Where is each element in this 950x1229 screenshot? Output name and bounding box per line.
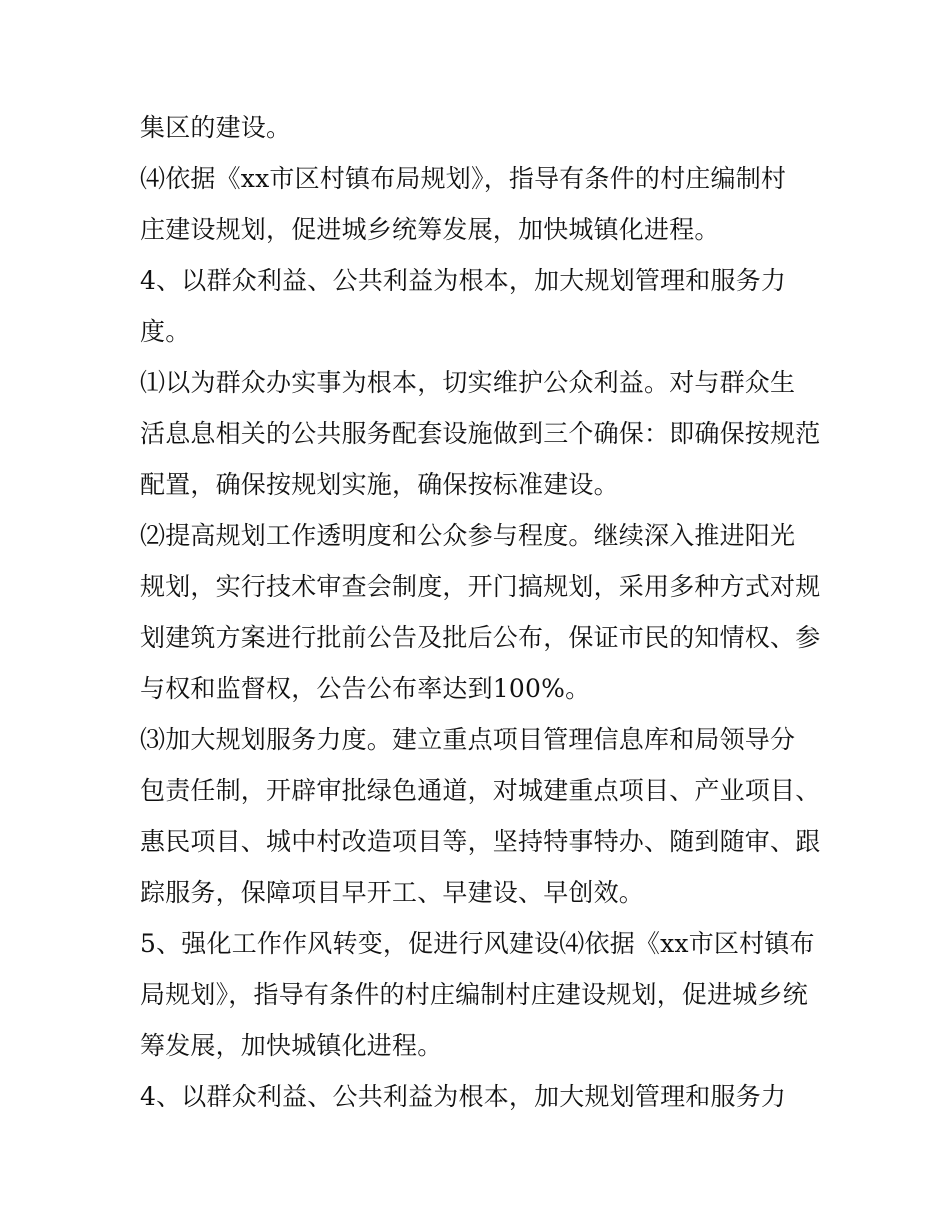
text-line: 度。 bbox=[140, 317, 191, 346]
text-line: ⑶加大规划服务力度。建立重点项目管理信息库和局领导分 bbox=[140, 725, 796, 754]
text-line: 5、强化工作作风转变，促进行风建设⑷依据《xx市区村镇布 bbox=[140, 929, 815, 958]
text-line: 包责任制，开辟审批绿色通道，对城建重点项目、产业项目、 bbox=[140, 776, 821, 805]
text-line: 配置，确保按规划实施，确保按标准建设。 bbox=[140, 470, 619, 499]
text-line: ⑷依据《xx市区村镇布局规划》，指导有条件的村庄编制村 bbox=[140, 164, 787, 193]
text-line: 活息息相关的公共服务配套设施做到三个确保：即确保按规范 bbox=[140, 419, 821, 448]
text-line: 4、以群众利益、公共利益为根本，加大规划管理和服务力 bbox=[140, 1082, 787, 1111]
text-line: 规划，实行技术审查会制度，开门搞规划，采用多种方式对规 bbox=[140, 572, 821, 601]
text-line: 踪服务，保障项目早开工、早建设、早创效。 bbox=[140, 878, 645, 907]
text-line: 划建筑方案进行批前公告及批后公布，保证市民的知情权、参 bbox=[140, 623, 821, 652]
text-line: 筹发展，加快城镇化进程。 bbox=[140, 1031, 443, 1060]
text-line: ⑴以为群众办实事为根本，切实维护公众利益。对与群众生 bbox=[140, 368, 796, 397]
text-line: ⑵提高规划工作透明度和公众参与程度。继续深入推进阳光 bbox=[140, 521, 796, 550]
text-line: 与权和监督权，公告公布率达到100%。 bbox=[140, 674, 591, 703]
text-line: 局规划》，指导有条件的村庄编制村庄建设规划，促进城乡统 bbox=[140, 980, 808, 1009]
text-line: 4、以群众利益、公共利益为根本，加大规划管理和服务力 bbox=[140, 266, 787, 295]
text-line: 集区的建设。 bbox=[140, 113, 292, 142]
text-line: 惠民项目、城中村改造项目等，坚持特事特办、随到随审、跟 bbox=[140, 827, 821, 856]
text-line: 庄建设规划，促进城乡统筹发展，加快城镇化进程。 bbox=[140, 215, 720, 244]
